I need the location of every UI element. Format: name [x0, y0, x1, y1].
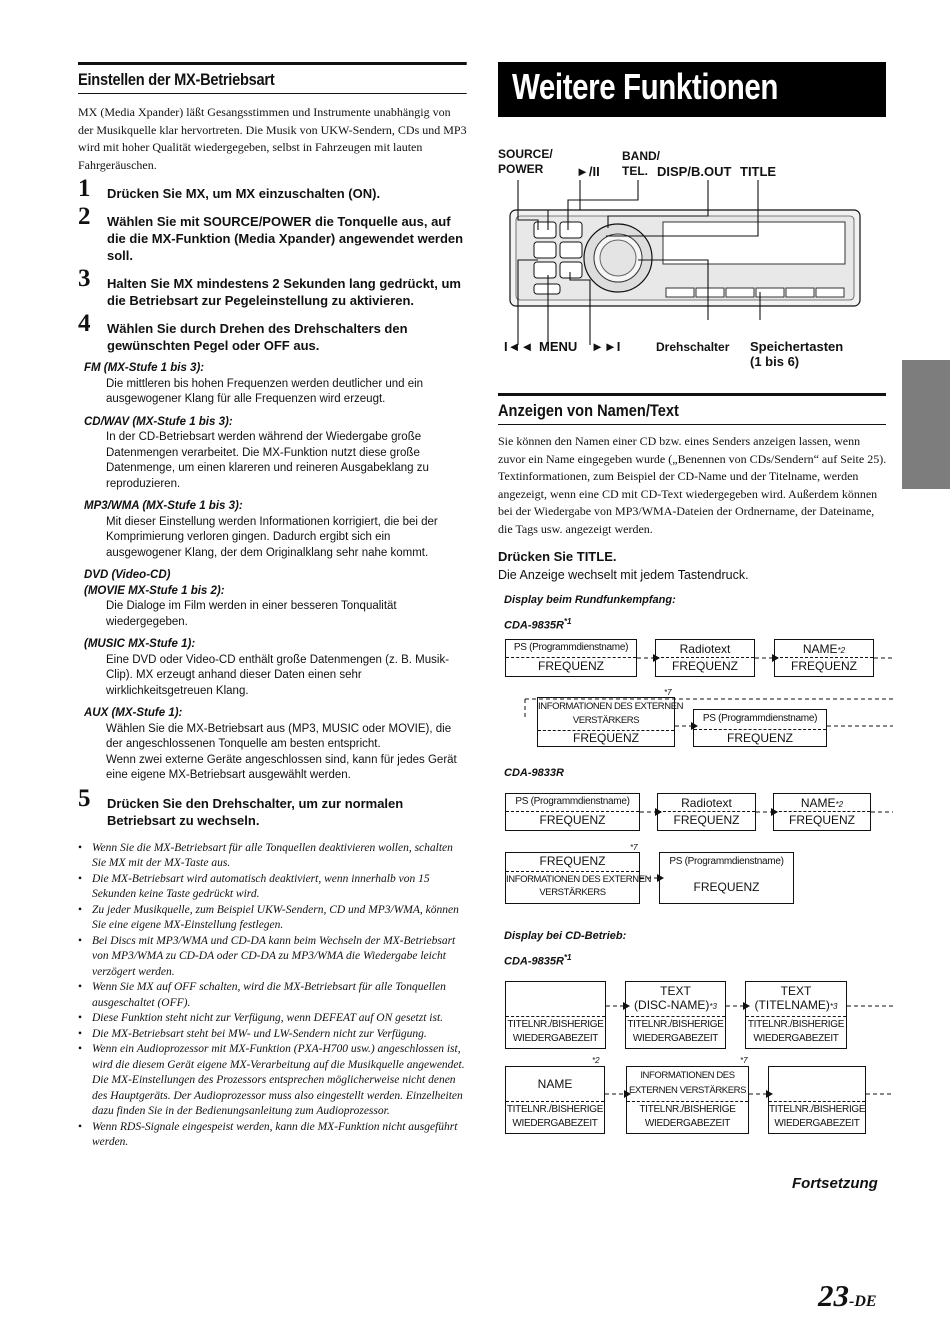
display-box-cd-blank-2: TITELNR./BISHERIGE WIEDERGABEZEIT: [768, 1066, 866, 1134]
section-title-names: Anzeigen von Namen/Text: [498, 393, 886, 425]
sub-dvd: DVD (Video-CD) (MOVIE MX-Stufe 1 bis 2): Die Dialoge im Film werden in einer besseren Tonqualität wiedergegeben.: [84, 569, 397, 628]
label-next: ►►I: [591, 339, 621, 354]
label-play: ►/II: [576, 164, 600, 179]
note-item: • Wenn Sie MX auf OFF schalten, wird die MX-Betriebsart für alle Tonquellen ausgeschaltet (OFF).: [78, 980, 468, 1011]
step-3: 3 Halten Sie MX mindestens 2 Sekunden lang gedrückt, um die Betriebsart zur Pegeleinstellung zu aktivieren.: [78, 265, 461, 308]
ref-2: *2: [592, 1056, 600, 1065]
ref-7: *7: [630, 843, 638, 852]
label-disp: DISP/B.OUT: [657, 164, 732, 179]
note-item: • Wenn RDS-Signale eingespeist werden, kann die MX-Funktion nicht ausgeführt werden.: [78, 1120, 468, 1151]
display-box-name: NAME*2 FREQUENZ: [774, 639, 874, 677]
label-menu: MENU: [539, 339, 578, 354]
ref-7: *7: [664, 688, 672, 697]
head-unit-illustration: [498, 180, 888, 345]
step-5: 5 Drücken Sie den Drehschalter, um zur normalen Betriebsart zu wechseln.: [78, 784, 404, 828]
banner-title: Weitere Funktionen: [498, 62, 886, 117]
sub-fm: FM (MX-Stufe 1 bis 3): Die mittleren bis hohen Frequenzen werden deutlicher und ein ausgewogener Klang für alle Frequenzen wird erzeugt.: [84, 362, 424, 405]
display-box-ps-2: PS (Programmdienstname) FREQUENZ: [693, 709, 827, 747]
display-box-cd-ext-amp: INFORMATIONEN DES EXTERNEN VERSTÄRKERS TITELNR./BISHERIGE WIEDERGABEZEIT: [626, 1066, 749, 1134]
cd-display-heading: Display bei CD-Betrieb:: [504, 930, 627, 942]
display-box-ps: PS (Programmdienstname) FREQUENZ: [505, 639, 637, 677]
display-box-ext-amp-9833: FREQUENZ INFORMATIONEN DES EXTERNEN VERSTÄRKERS: [505, 852, 640, 904]
notes-list: [78, 841, 468, 1151]
display-box-radiotext-9833: Radiotext FREQUENZ: [657, 793, 756, 831]
display-box-cd-discname: TEXT (DISC-NAME)*3 TITELNR./BISHERIGE WIEDERGABEZEIT: [625, 981, 726, 1049]
display-box-ps-9833: PS (Programmdienstname) FREQUENZ: [505, 793, 640, 831]
label-title: TITLE: [740, 164, 777, 179]
sub-cd: CD/WAV (MX-Stufe 1 bis 3): In der CD-Betriebsart werden während der Wiedergabe große Datenmengen verarbeitet. Die MX-Funktion nutzt diese große Datenmenge, um einen klareren und reineren Ausgabeklang zu reproduzieren.: [84, 415, 429, 490]
sub-mp3: MP3/WMA (MX-Stufe 1 bis 3): Mit dieser Einstellung werden Informationen korrigiert, die bei der Komprimierung verloren gingen. Dadurch ergibt sich ein ausgewogener Klang, der dem Originalklang sehr nahe kommt.: [84, 500, 438, 559]
display-box-radiotext: Radiotext FREQUENZ: [655, 639, 755, 677]
ref-7: *7: [740, 1056, 748, 1065]
model-9835r-cd: CDA-9835R$^{*1}$: [504, 953, 572, 968]
radio-display-heading: Display beim Rundfunkempfang:: [504, 594, 676, 606]
note-item: • Wenn ein Audioprozessor mit MX-Funktion (PXA-H700 usw.) angeschlossen ist, wird die diesem Gerät eigene MX-Verarbeitung auf die Musikquelle angewendet. Die MX-Einstellungen des Prozessors entsprechen möglicherweise nicht denen des Hauptgeräts. Der Audioprozessor muss also eingestellt werden. Einzelheiten dazu finden Sie in der Bedienungsanleitung zum Audioprozessor.: [78, 1042, 468, 1120]
step-1: 1 Drücken Sie MX, um MX einzuschalten (ON).: [78, 175, 381, 202]
step-2: 2 Wählen Sie mit SOURCE/POWER die Tonquelle aus, auf die die MX-Funktion (Media Xpander) angewendet werden soll.: [78, 203, 464, 263]
thumb-tab: [902, 360, 950, 489]
continuation-label: Fortsetzung: [792, 1175, 878, 1192]
display-box-ps-9833-2: PS (Programmdienstname) FREQUENZ: [659, 852, 794, 904]
display-box-cd-blank: TITELNR./BISHERIGE WIEDERGABEZEIT: [505, 981, 606, 1049]
press-title-sub: Die Anzeige wechselt mit jedem Tastendruck.: [498, 568, 749, 582]
label-source: SOURCE/ POWER: [498, 147, 553, 176]
left-column: [78, 62, 468, 1151]
display-box-cd-titelname: TEXT (TITELNAME)*3 TITELNR./BISHERIGE WIEDERGABEZEIT: [745, 981, 847, 1049]
note-item: • Diese Funktion steht nicht zur Verfügung, wenn DEFEAT auf ON gesetzt ist.: [78, 1011, 468, 1027]
flow-arrows: [495, 630, 900, 1140]
mx-intro: MX (Media Xpander) läßt Gesangsstimmen und Instrumente unabhängig von der Musikquelle klar hervortreten. Die Musik von UKW-Sendern, CDs und MP3 wird mit hoher Qualität wiedergegeben, selbst in Fahrzeugen mit lauten Fahrgeräuschen.: [78, 105, 467, 172]
section-title-mx: Einstellen der MX-Betriebsart: [78, 62, 467, 94]
display-box-ext-amp: INFORMATIONEN DES EXTERNEN VERSTÄRKERS FREQUENZ: [537, 697, 675, 747]
names-intro: Sie können den Namen einer CD bzw. eines Senders anzeigen lassen, wenn zuvor ein Name eingegeben wurde („Benennen von CDs/Sendern“ auf Seite 25). Textinformationen, zum Beispiel der CD-Name und der Titelname, werden angezeigt, wenn eine CD mit CD-Text wiedergegeben wird. Außerdem können bei der Wiedergabe von MP3/WMA-Dateien der Ordnername, der Dateiname, die Tags usw. angezeigt werden.: [498, 434, 887, 536]
note-item: • Bei Discs mit MP3/WMA und CD-DA kann beim Wechseln der MX-Betriebsart von MP3/WMA zu CD-DA oder CD-DA zu MP3/WMA die Wiedergabe leicht verzögert werden.: [78, 934, 468, 981]
note-item: • Die MX-Betriebsart steht bei MW- und LW-Sendern nicht zur Verfügung.: [78, 1027, 468, 1043]
step-4: 4 Wählen Sie durch Drehen des Drehschalters den gewünschten Pegel oder OFF aus.: [78, 310, 408, 353]
note-item: • Wenn Sie die MX-Betriebsart für alle Tonquellen deaktivieren wollen, schalten Sie MX mit der MX-Taste aus.: [78, 841, 468, 872]
display-box-cd-name: NAME TITELNR./BISHERIGE WIEDERGABEZEIT: [505, 1066, 605, 1134]
sub-music: (MUSIC MX-Stufe 1): Eine DVD oder Video-CD enthält große Datenmengen (z. B. Musik-Clip). MX erzeugt anhand dieser Daten einen sehr wirklichkeitsgetreuen Klang.: [84, 638, 450, 697]
label-drehschalter: Drehschalter: [656, 340, 730, 354]
note-item: • Die MX-Betriebsart wird automatisch deaktiviert, wenn innerhalb von 15 Sekunden keine Taste gedrückt wird.: [78, 872, 468, 903]
press-title-instruction: Drücken Sie TITLE.: [498, 549, 617, 564]
sub-aux: AUX (MX-Stufe 1): Wählen Sie die MX-Betriebsart aus (MP3, MUSIC oder MOVIE), die der angeschlossenen Tonquelle am besten entspricht. Wenn zwei externe Geräte angeschlossen sind, kann für jedes Gerät eine eigene MX-Betriebsart ausgewählt werden.: [84, 707, 457, 781]
display-box-name-9833: NAME*2 FREQUENZ: [773, 793, 871, 831]
label-band: BAND/ TEL.: [622, 149, 660, 178]
label-prev: I◄◄: [504, 339, 534, 354]
model-9835r: CDA-9835R$^{*1}$: [504, 617, 572, 632]
page-number: 23-DE: [818, 1278, 877, 1313]
label-speicher: Speichertasten (1 bis 6): [750, 339, 844, 369]
model-9833r: CDA-9833R: [504, 767, 564, 779]
note-item: • Zu jeder Musikquelle, zum Beispiel UKW-Sendern, CD und MP3/WMA, können Sie eine eigene MX-Einstellung festlegen.: [78, 903, 468, 934]
